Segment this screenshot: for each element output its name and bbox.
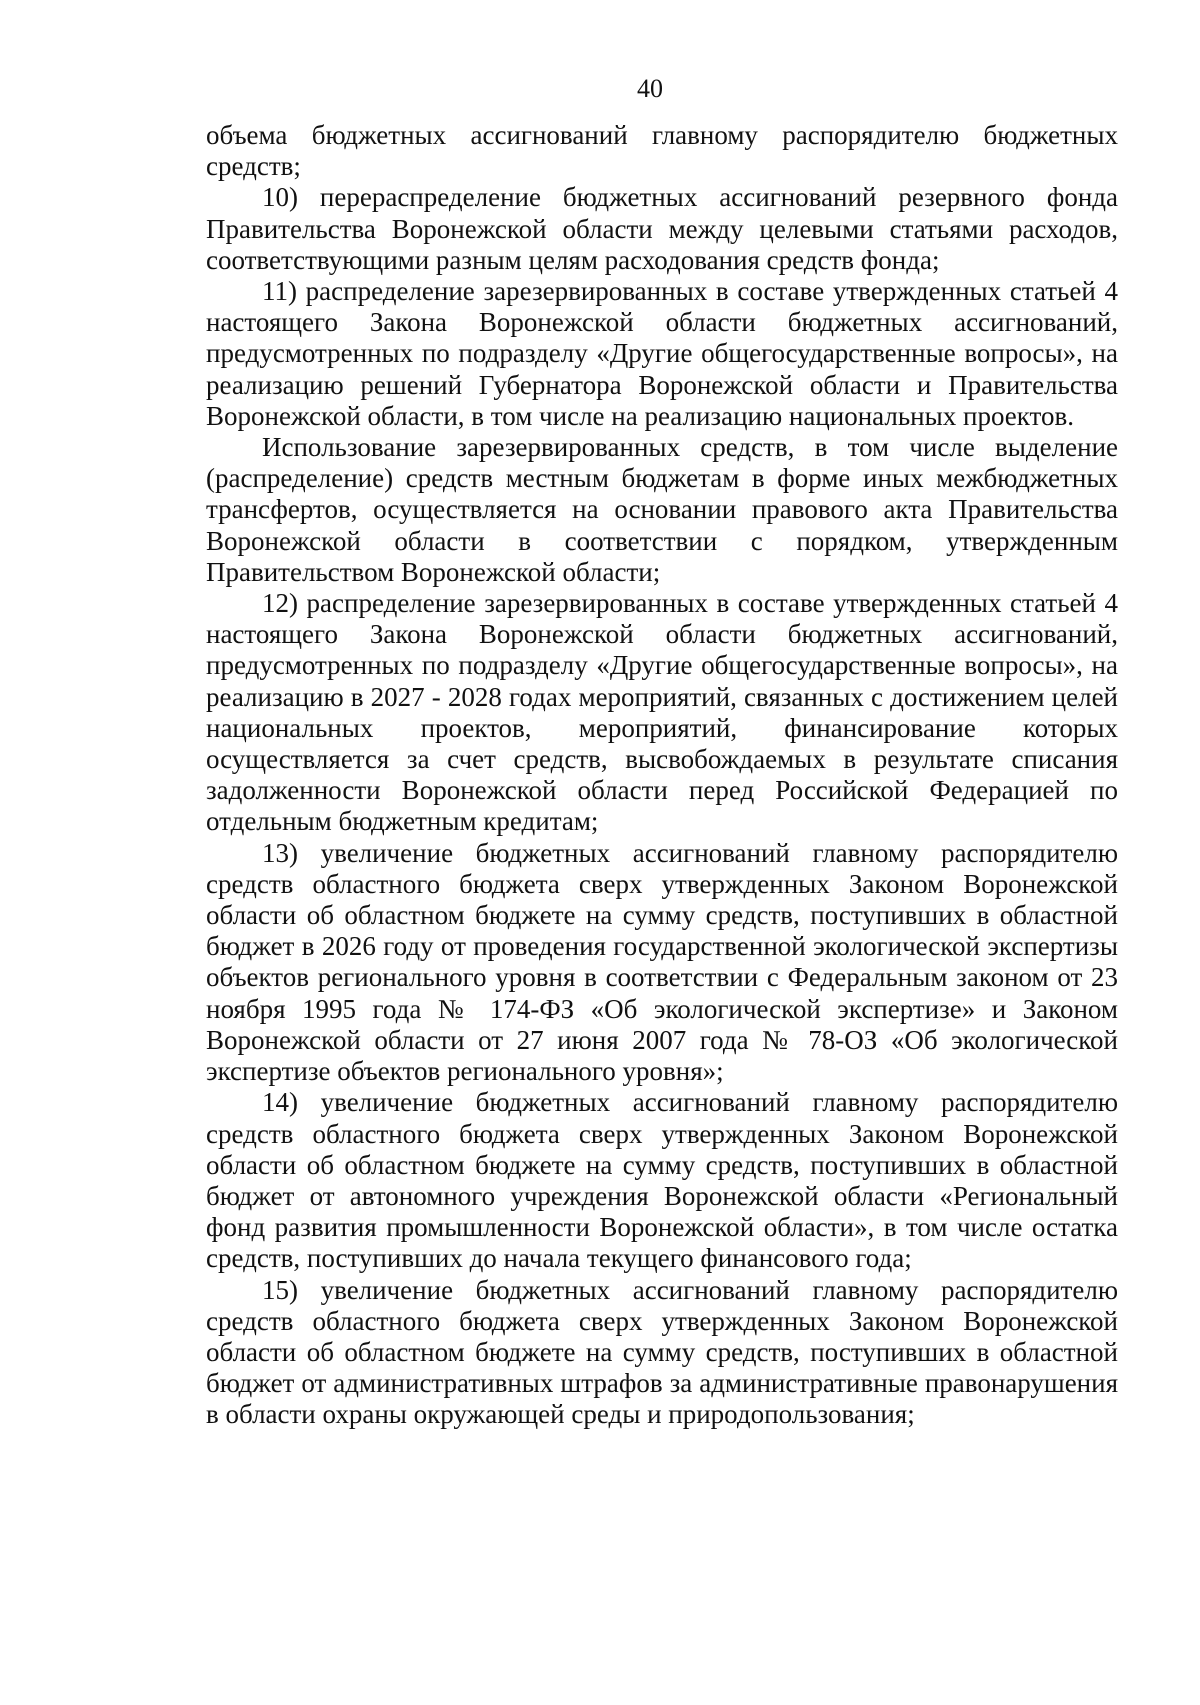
- paragraph-item-10: 10) перераспределение бюджетных ассигнований резервного фонда Правительства Воронежской области между целевыми статьями расходов, соответствующими разным целям расходования средств фонда;: [206, 182, 1118, 275]
- paragraph-item-14: 14) увеличение бюджетных ассигнований главному распорядителю средств областного бюджета сверх утвержденных Законом Воронежской области об областном бюджете на сумму средств, поступивших в областной бюджет от автономного учреждения Воронежской области «Региональный фонд развития промышленности Воронежской области», в том числе остатка средств, поступивших до начала текущего финансового года;: [206, 1087, 1118, 1274]
- paragraph-reserved-funds-usage: Использование зарезервированных средств, в том числе выделение (распределение) средств местным бюджетам в форме иных межбюджетных трансфертов, осуществляется на основании правового акта Правительства Воронежской области в соответствии с порядком, утвержденным Правительством Воронежской области;: [206, 432, 1118, 587]
- paragraph-item-12: 12) распределение зарезервированных в составе утвержденных статьей 4 настоящего Закона Воронежской области бюджетных ассигнований, предусмотренных по подразделу «Другие общегосударственные вопросы», на реализацию в 2027 - 2028 годах мероприятий, связанных с достижением целей национальных проектов, мероприятий, финансирование которых осуществляется за счет средств, высвобождаемых в результате списания задолженности Воронежской области перед Российской Федерацией по отдельным бюджетным кредитам;: [206, 588, 1118, 837]
- paragraph-continuation: объема бюджетных ассигнований главному распорядителю бюджетных средств;: [206, 120, 1118, 182]
- paragraph-item-15: 15) увеличение бюджетных ассигнований главному распорядителю средств областного бюджета сверх утвержденных Законом Воронежской области об областном бюджете на сумму средств, поступивших в областной бюджет от административных штрафов за административные правонарушения в области охраны окружающей среды и природопользования;: [206, 1274, 1118, 1430]
- page-number: 40: [637, 74, 663, 103]
- paragraph-item-11: 11) распределение зарезервированных в составе утвержденных статьей 4 настоящего Закона Воронежской области бюджетных ассигнований, предусмотренных по подразделу «Другие общегосударственные вопросы», на реализацию решений Губернатора Воронежской области и Правительства Воронежской области, в том числе на реализацию национальных проектов.: [206, 276, 1118, 431]
- document-body: [206, 120, 1118, 1431]
- paragraph-item-13: 13) увеличение бюджетных ассигнований главному распорядителю средств областного бюджета сверх утвержденных Законом Воронежской области об областном бюджете на сумму средств, поступивших в областной бюджет в 2026 году от проведения государственной экологической экспертизы объектов регионального уровня в соответствии с Федеральным законом от 23 ноября 1995 года № 174-ФЗ «Об экологической экспертизе» и Законом Воронежской области от 27 июня 2007 года № 78-ОЗ «Об экологической экспертизе объектов регионального уровня»;: [206, 837, 1118, 1087]
